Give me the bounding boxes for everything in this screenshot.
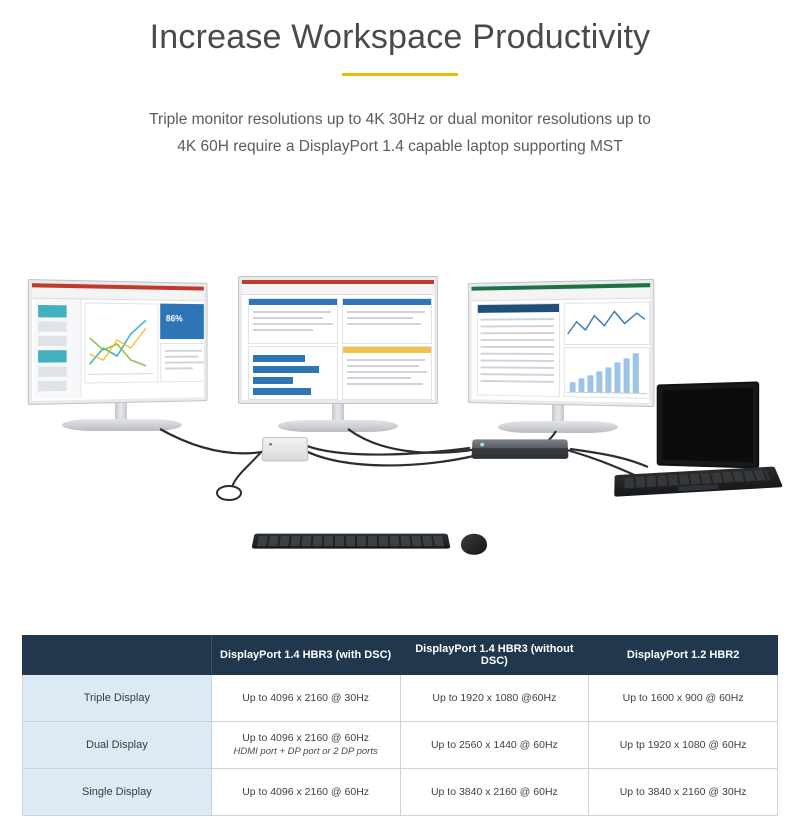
cell-single-dp14-nodsc: Up to 3840 x 2160 @ 60Hz [400, 769, 589, 816]
title-underline-rule [0, 73, 800, 76]
subtitle-line-1: Triple monitor resolutions up to 4K 30Hz or dual monitor resolutions up to [149, 111, 651, 128]
resolution-spec-table [22, 635, 778, 816]
table-row [23, 722, 778, 769]
table-row [23, 769, 778, 816]
spec-table [22, 635, 778, 816]
cell-dual-dp14-nodsc: Up to 2560 x 1440 @ 60Hz [400, 722, 589, 769]
row-header-single-display: Single Display [23, 769, 212, 816]
adapter-indicator [269, 443, 272, 446]
small-adapter [262, 437, 309, 461]
screen-kpi-value: 86% [165, 313, 183, 324]
keyboard-keys [257, 536, 445, 546]
subtitle-line-2: 4K 60H require a DisplayPort 1.4 capable laptop supporting MST [177, 138, 623, 156]
row-header-dual-display: Dual Display [23, 722, 212, 769]
dock-power-led [480, 443, 484, 446]
cell-triple-dp12: Up to 1600 x 900 @ 60Hz [589, 675, 778, 722]
page-subtitle [115, 106, 685, 160]
mouse [461, 534, 488, 555]
column-header-dp12-hbr2: DisplayPort 1.2 HBR2 [589, 636, 778, 675]
column-header-dp14-nodsc: DisplayPort 1.4 HBR3 (without DSC) [400, 636, 589, 675]
cell-value: Up to 4096 x 2160 @ 60Hz [242, 732, 370, 744]
product-infographic [0, 18, 800, 818]
laptop-display-panel [662, 388, 753, 463]
column-header-dp14-dsc: DisplayPort 1.4 HBR3 (with DSC) [211, 636, 400, 675]
cell-single-dp14-dsc: Up to 4096 x 2160 @ 60Hz [211, 769, 400, 816]
docking-station [471, 439, 568, 458]
table-row [23, 675, 778, 722]
laptop-trackpad [678, 484, 719, 491]
row-header-triple-display: Triple Display [23, 675, 212, 722]
cell-triple-dp14-dsc: Up to 4096 x 2160 @ 30Hz [211, 675, 400, 722]
page-title: Increase Workspace Productivity [149, 18, 651, 56]
laptop-display [657, 381, 759, 468]
cell-note: HDMI port + DP port or 2 DP ports [233, 746, 378, 758]
table-header-row [23, 636, 778, 675]
cell-dual-dp14-dsc [211, 722, 400, 769]
product-illustration [0, 243, 800, 613]
spec-table-head [23, 636, 778, 675]
cell-triple-dp14-nodsc: Up to 1920 x 1080 @60Hz [400, 675, 589, 722]
cable-loop [217, 486, 241, 500]
cell-single-dp12: Up to 3840 x 2160 @ 30Hz [589, 769, 778, 816]
cell-dual-dp12: Up tp 1920 x 1080 @ 60Hz [589, 722, 778, 769]
table-corner-cell [23, 636, 212, 675]
spec-table-body [23, 675, 778, 816]
accent-rule [342, 73, 458, 76]
keyboard [251, 534, 450, 549]
